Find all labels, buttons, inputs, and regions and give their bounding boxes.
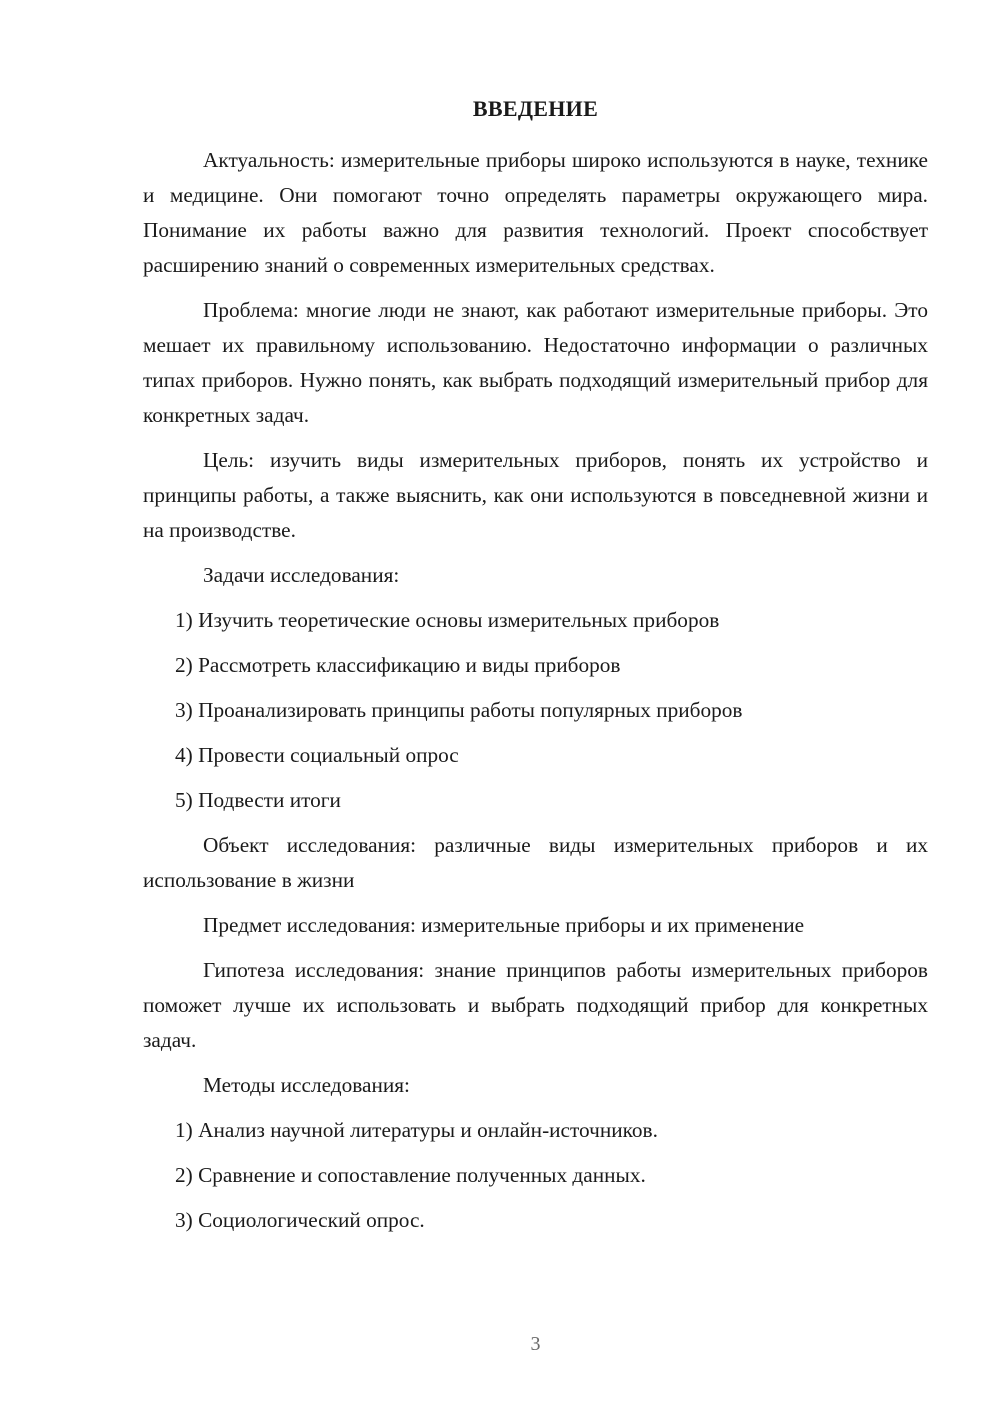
document-page	[143, 0, 928, 1414]
hypothesis-paragraph: Гипотеза исследования: знание принципов работы измерительных приборов поможет лучше их использовать и выбрать подходящий прибор для конкретных задач.	[143, 958, 928, 1052]
method-item: 2) Сравнение и сопоставление полученных данных.	[175, 1163, 646, 1187]
method-item: 1) Анализ научной литературы и онлайн-источников.	[175, 1118, 658, 1142]
relevance-paragraph: Актуальность: измерительные приборы широко используются в науке, технике и медицине. Они помогают точно определять параметры окружающего мира. Понимание их работы важно для развития технологий. Проект способствует расширению знаний о современных измерительных средствах.	[143, 148, 928, 277]
task-item: 5) Подвести итоги	[175, 788, 341, 812]
task-item: 3) Проанализировать принципы работы популярных приборов	[175, 698, 743, 722]
page-number: 3	[530, 1333, 541, 1355]
task-item: 4) Провести социальный опрос	[175, 743, 459, 767]
section-body	[143, 143, 928, 1248]
goal-paragraph: Цель: изучить виды измерительных приборов, понять их устройство и принципы работы, а также выяснить, как они используются в повседневной жизни и на производстве.	[143, 448, 928, 542]
methods-title: Методы исследования:	[203, 1073, 410, 1097]
object-paragraph: Объект исследования: различные виды измерительных приборов и их использование в жизни	[143, 833, 928, 892]
method-item: 3) Социологический опрос.	[175, 1208, 425, 1232]
tasks-title: Задачи исследования:	[203, 563, 400, 587]
task-item: 2) Рассмотреть классификацию и виды приборов	[175, 653, 621, 677]
section-heading: ВВЕДЕНИЕ	[472, 96, 599, 121]
problem-paragraph: Проблема: многие люди не знают, как работают измерительные приборы. Это мешает их правильному использованию. Недостаточно информации о различных типах приборов. Нужно понять, как выбрать подходящий измерительный прибор для конкретных задач.	[143, 298, 928, 427]
subject-paragraph: Предмет исследования: измерительные приборы и их применение	[203, 913, 805, 937]
task-item: 1) Изучить теоретические основы измерительных приборов	[175, 608, 720, 632]
